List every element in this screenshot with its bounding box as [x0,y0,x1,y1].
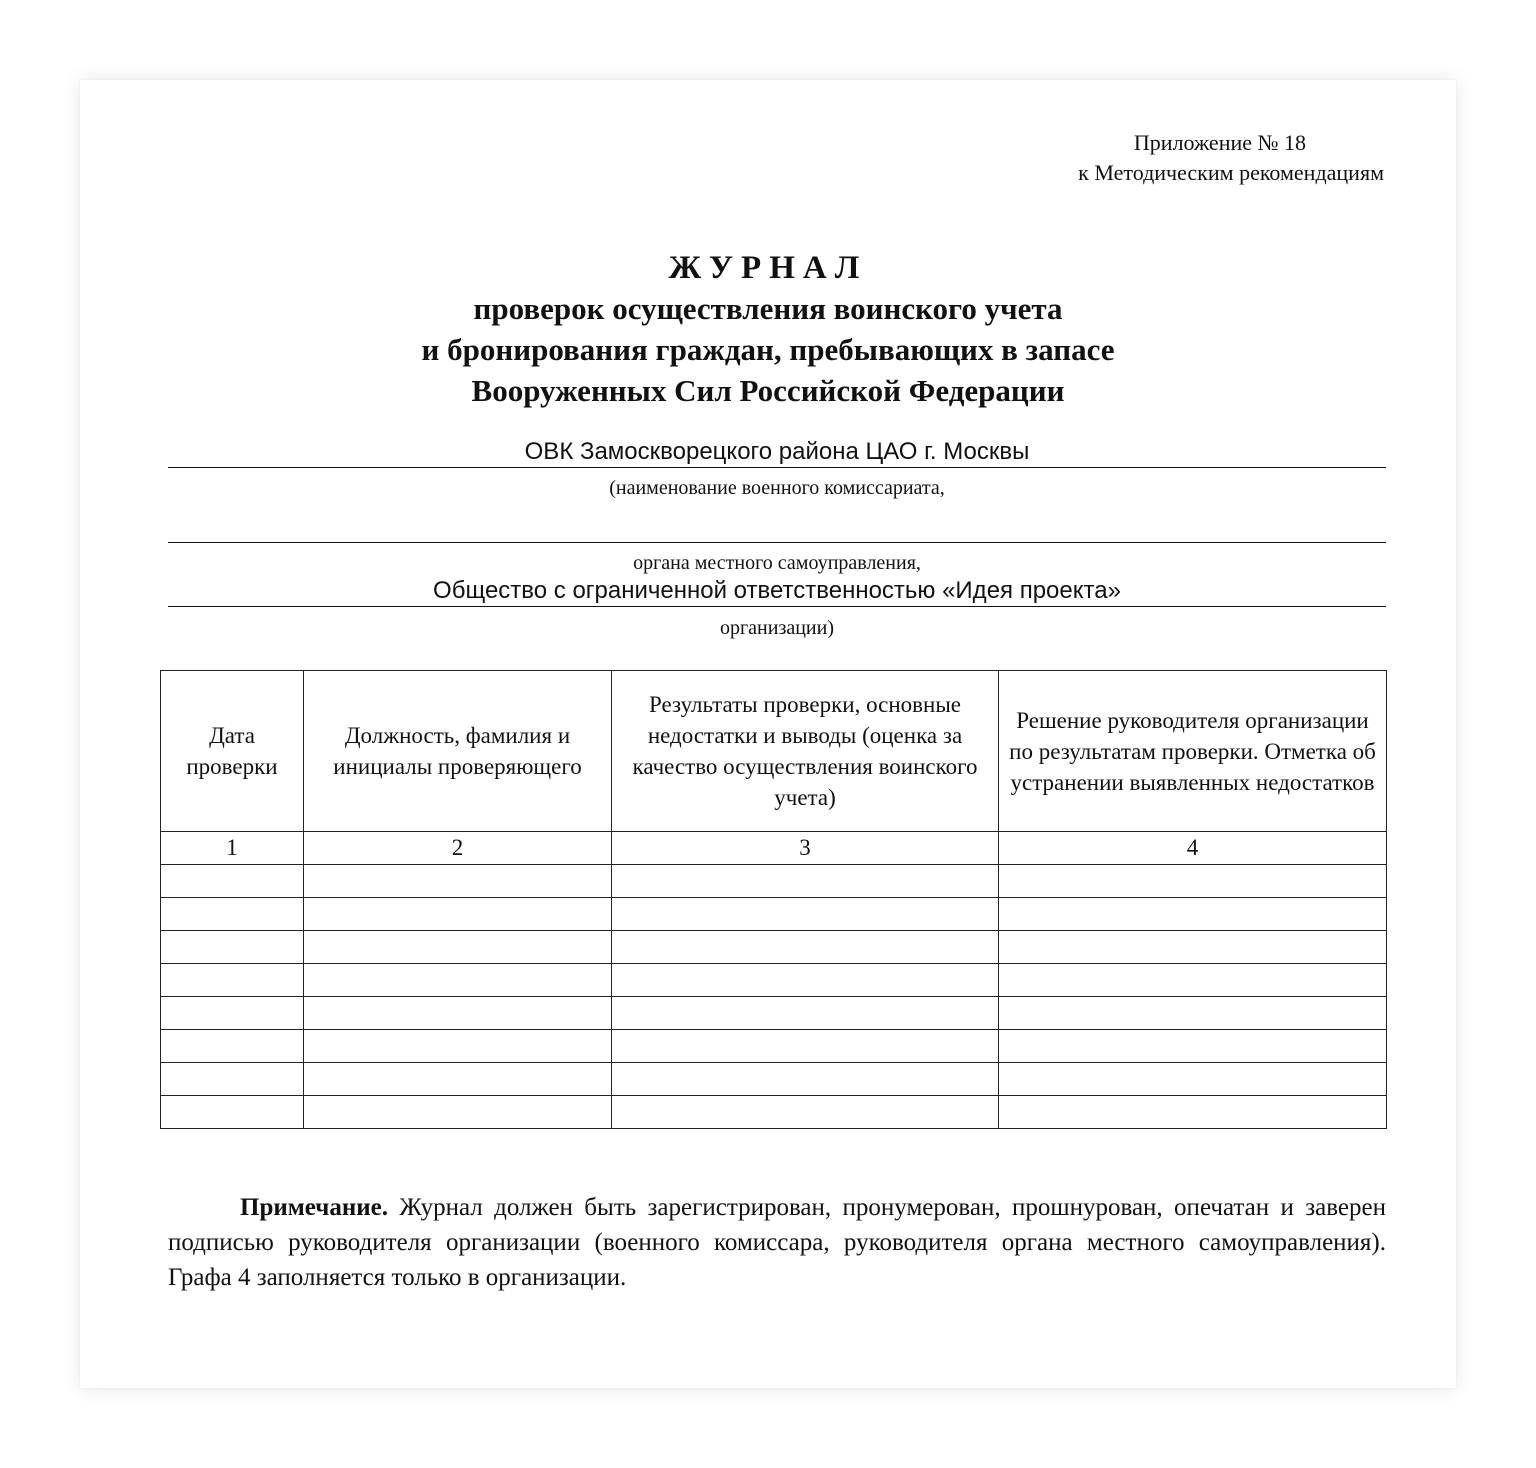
commissariat-field[interactable]: ОВК Замоскворецкого района ЦАО г. Москвы [168,437,1386,468]
table-cell[interactable] [612,931,999,964]
table-cell[interactable] [999,964,1387,997]
column-number: 2 [304,832,612,865]
footnote [168,1190,1386,1295]
table-row [161,931,1387,964]
table-cell[interactable] [999,931,1387,964]
column-number: 4 [999,832,1387,865]
table-cell[interactable] [161,931,304,964]
document-title [80,248,1456,411]
appendix-reference [780,128,1384,188]
table-cell[interactable] [161,1063,304,1096]
table-cell[interactable] [304,1063,612,1096]
title-line-3: Вооруженных Сил Российской Федерации [471,373,1065,408]
column-number: 3 [612,832,999,865]
table-cell[interactable] [304,865,612,898]
table-cell[interactable] [304,1096,612,1129]
table-cell[interactable] [999,1096,1387,1129]
column-number-row [161,832,1387,865]
table-cell[interactable] [161,898,304,931]
note-text: Журнал должен быть зарегистрирован, пронумерован, прошнурован, опечатан и заверен подписью руководителя организации (военного комиссара, руководителя органа местного самоуправления). Графа 4 заполняется только в организации. [168,1194,1386,1291]
table-cell[interactable] [161,1096,304,1129]
table-cell[interactable] [304,997,612,1030]
table-cell[interactable] [612,865,999,898]
header-decision: Решение руководителя организации по результатам проверки. Отметка об устранении выявленных недостатков [999,671,1387,832]
table-cell[interactable] [161,964,304,997]
table-row [161,964,1387,997]
table-cell[interactable] [999,1030,1387,1063]
title-main: ЖУРНАЛ [668,250,868,286]
header-results: Результаты проверки, основные недостатки и выводы (оценка за качество осуществления воинского учета) [612,671,999,832]
title-line-1: проверок осуществления воинского учета [473,291,1063,326]
table-cell[interactable] [304,1030,612,1063]
local-government-field[interactable] [168,512,1386,543]
table-cell[interactable] [612,1030,999,1063]
table-cell[interactable] [612,1096,999,1129]
table-cell[interactable] [161,865,304,898]
table-cell[interactable] [999,865,1387,898]
table-cell[interactable] [304,898,612,931]
local-government-caption: органа местного самоуправления, [633,552,921,574]
appendix-subtitle: к Методическим рекомендациям [1078,160,1384,185]
header-date: Дата проверки [161,671,304,832]
table-row [161,865,1387,898]
column-number: 1 [161,832,304,865]
inspection-log-table [160,670,1387,1129]
appendix-number: Приложение № 18 [1133,130,1306,155]
organization-field[interactable]: Общество с ограниченной ответственностью «Идея проекта» [168,576,1386,607]
table-cell[interactable] [612,1063,999,1096]
table-cell[interactable] [304,931,612,964]
table-row [161,997,1387,1030]
header-inspector: Должность, фамилия и инициалы проверяющего [304,671,612,832]
document-page [80,80,1456,1388]
table-row [161,1096,1387,1129]
table-cell[interactable] [999,898,1387,931]
table-cell[interactable] [161,997,304,1030]
table-row [161,1063,1387,1096]
title-line-2: и бронирования граждан, пребывающих в запасе [421,332,1115,367]
table-cell[interactable] [999,1063,1387,1096]
commissariat-caption: (наименование военного комиссариата, [609,477,945,499]
table-header-row [161,671,1387,832]
table-cell[interactable] [999,997,1387,1030]
note-label: Примечание. [240,1194,389,1221]
table-row [161,898,1387,931]
table-cell[interactable] [612,898,999,931]
table-cell[interactable] [304,964,612,997]
organization-caption: организации) [719,617,835,639]
table-cell[interactable] [161,1030,304,1063]
table-cell[interactable] [612,964,999,997]
table-row [161,1030,1387,1063]
table-cell[interactable] [612,997,999,1030]
